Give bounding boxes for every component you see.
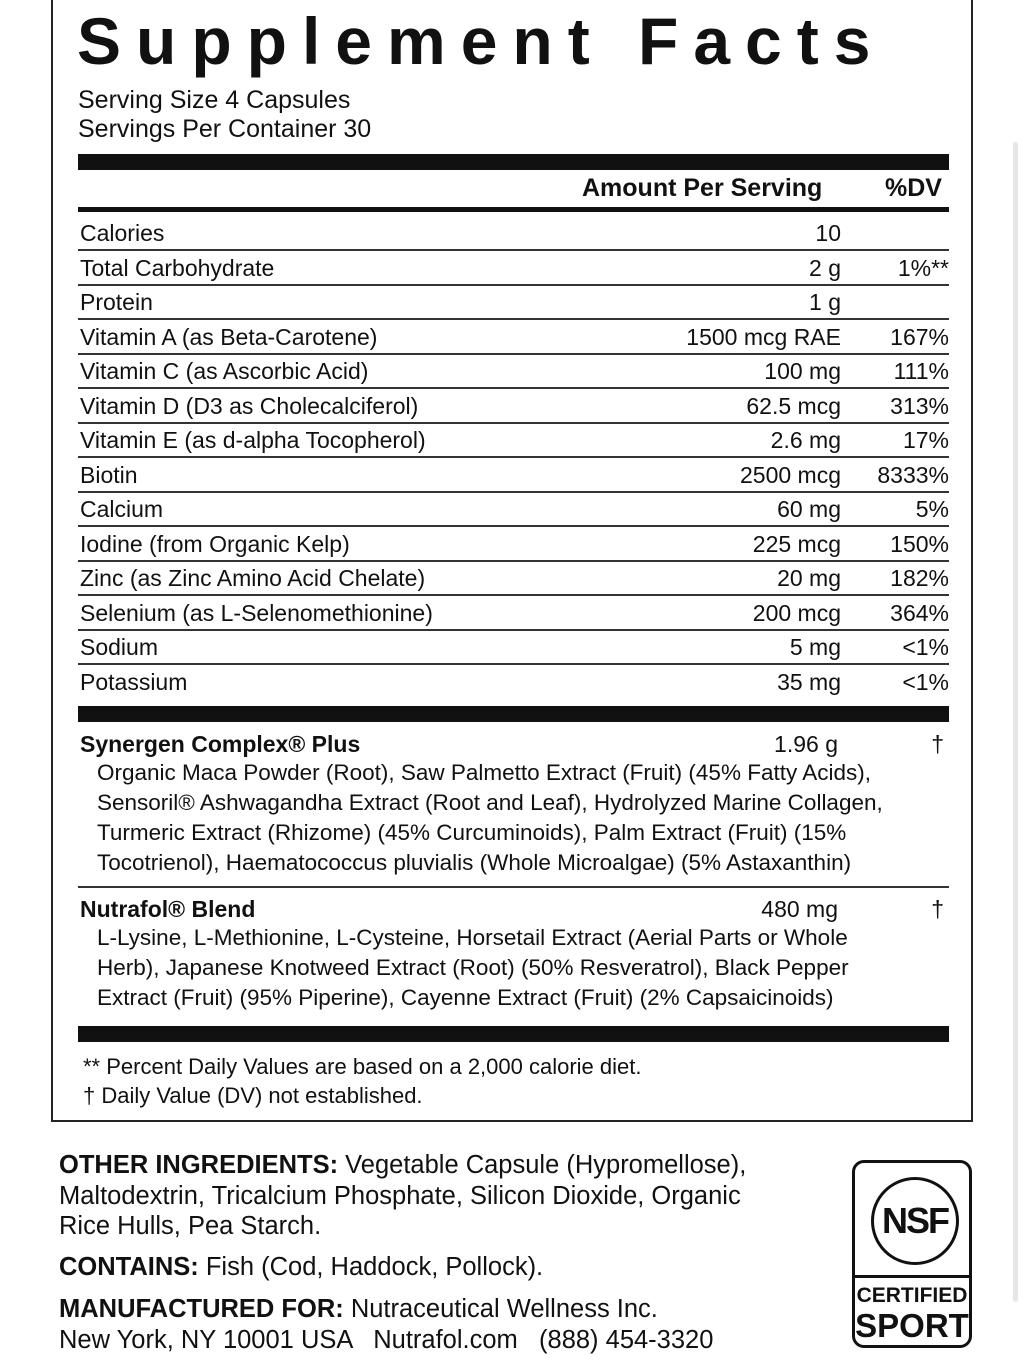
nutrient-dv: <1% <box>902 668 949 695</box>
nutrient-dv: 17% <box>902 427 949 453</box>
nutrient-row <box>78 354 949 388</box>
other-ingredients <box>59 1150 746 1242</box>
blend-ingredients <box>97 923 957 1013</box>
servings-per-container: Servings Per Container 30 <box>78 115 372 143</box>
nutrient-amount: 20 mg <box>777 565 841 591</box>
contains-statement <box>59 1252 543 1283</box>
header-dv: %DV <box>885 174 942 202</box>
nutrient-amount: 60 mg <box>777 496 841 522</box>
other-ingredients-text: Maltodextrin, Tricalcium Phosphate, Silicon Dioxide, Organic <box>59 1181 741 1210</box>
scroll-indicator <box>1013 142 1018 1302</box>
serving-size: Serving Size 4 Capsules <box>78 86 351 114</box>
nutrient-name: Selenium (as L-Selenomethionine) <box>80 599 433 626</box>
manufacturer-info <box>59 1294 713 1355</box>
manufacturer-address: New York, NY 10001 USA Nutrafol.com (888) 454-3320 <box>59 1325 714 1354</box>
row-divider <box>78 886 949 888</box>
blend-amount: 1.96 g <box>774 731 838 757</box>
nutrient-row <box>78 285 949 319</box>
thick-divider <box>78 706 949 722</box>
manufactured-label: MANUFACTURED FOR: <box>59 1295 344 1323</box>
nutrient-row <box>78 389 949 423</box>
nutrient-name: Calories <box>80 220 165 246</box>
blend-line: Herb), Japanese Knotweed Extract (Root) (50% Resveratrol), Black Pepper <box>97 955 849 980</box>
nutrient-dv: 313% <box>890 392 949 419</box>
nutrient-dv: <1% <box>902 634 949 660</box>
nutrient-amount: 5 mg <box>789 634 841 660</box>
nutrient-dv: 150% <box>890 530 949 557</box>
blend-line: L-Lysine, L-Methionine, L-Cysteine, Horsetail Extract (Aerial Parts or Whole <box>97 925 848 950</box>
contains-label: CONTAINS: <box>59 1253 199 1281</box>
blend-line: Extract (Fruit) (95% Piperine), Cayenne Extract (Fruit) (2% Capsaicinoids) <box>97 985 834 1010</box>
nutrient-row <box>78 630 949 664</box>
nsf-certified-sport-badge <box>852 1160 972 1348</box>
blend-amount: 480 mg <box>761 896 838 922</box>
nutrient-row <box>78 561 949 595</box>
nutrient-row <box>78 320 949 354</box>
nutrient-name: Total Carbohydrate <box>80 254 275 281</box>
nutrient-amount: 200 mcg <box>752 599 841 626</box>
other-ingredients-text: Rice Hulls, Pea Starch. <box>59 1212 322 1240</box>
nutrient-dv: 1%** <box>897 254 949 281</box>
nutrient-row <box>78 251 949 285</box>
nutrient-name: Vitamin D (D3 as Cholecalciferol) <box>80 392 419 419</box>
nutrient-name: Vitamin A (as Beta-Carotene) <box>80 323 378 350</box>
nutrient-name: Potassium <box>80 668 188 695</box>
other-ingredients-label: OTHER INGREDIENTS: <box>59 1151 339 1179</box>
nutrient-amount: 100 mg <box>764 358 841 384</box>
nutrient-row <box>78 458 949 492</box>
nutrient-name: Vitamin E (as d-alpha Tocopherol) <box>80 427 426 453</box>
nutrient-row <box>78 423 949 457</box>
blend-dv: † <box>931 896 944 922</box>
blend-dv: † <box>931 731 944 757</box>
supplement-facts-panel <box>51 0 973 1122</box>
blend-line: Organic Maca Powder (Root), Saw Palmetto Extract (Fruit) (45% Fatty Acids), <box>97 760 871 785</box>
blend-ingredients <box>97 758 957 878</box>
label-title: Supplement Facts <box>77 4 886 78</box>
nutrient-amount: 10 <box>815 220 841 246</box>
nutrient-amount: 1 g <box>809 289 841 315</box>
nutrient-row <box>78 665 949 699</box>
nutrient-amount: 2 g <box>809 254 841 281</box>
nutrient-name: Iodine (from Organic Kelp) <box>80 530 350 557</box>
manufactured-text: Nutraceutical Wellness Inc. <box>343 1295 658 1323</box>
blend-name: Nutrafol® Blend <box>80 896 256 922</box>
thick-divider <box>78 154 949 170</box>
nutrient-amount: 35 mg <box>777 668 841 695</box>
nutrient-row <box>78 216 949 250</box>
nutrient-amount: 2500 mcg <box>739 461 841 488</box>
header-amount: Amount Per Serving <box>582 174 823 202</box>
nutrient-dv: 8333% <box>877 461 949 488</box>
nutrient-row <box>78 596 949 630</box>
nutrient-name: Zinc (as Zinc Amino Acid Chelate) <box>80 565 426 591</box>
nutrient-dv: 5% <box>915 496 949 522</box>
blend-line: Sensoril® Ashwagandha Extract (Root and Leaf), Hydrolyzed Marine Collagen, <box>97 790 883 815</box>
badge-certified: CERTIFIED <box>856 1284 968 1307</box>
contains-text: Fish (Cod, Haddock, Pollock). <box>198 1253 544 1281</box>
nutrient-dv: 182% <box>890 565 949 591</box>
nutrient-name: Biotin <box>80 461 138 488</box>
badge-sport: SPORT <box>855 1307 969 1344</box>
nutrient-name: Calcium <box>80 496 164 522</box>
nsf-logo: NSF <box>871 1177 959 1265</box>
thick-divider <box>78 1026 949 1042</box>
nutrient-amount: 1500 mcg RAE <box>686 323 841 350</box>
header-divider <box>78 207 949 212</box>
nutrient-name: Protein <box>80 289 153 315</box>
blend-name: Synergen Complex® Plus <box>80 731 361 757</box>
footnote-dagger: † Daily Value (DV) not established. <box>83 1083 423 1108</box>
nutrient-name: Sodium <box>80 634 158 660</box>
nutrient-amount: 62.5 mcg <box>746 392 841 419</box>
nutrient-dv: 167% <box>890 323 949 350</box>
nutrient-dv: 364% <box>890 599 949 626</box>
nutrient-row <box>78 492 949 526</box>
other-ingredients-text: Vegetable Capsule (Hypromellose), <box>338 1151 747 1179</box>
nutrient-dv: 111% <box>893 358 949 384</box>
blend-line: Turmeric Extract (Rhizome) (45% Curcuminoids), Palm Extract (Fruit) (15% <box>97 820 847 845</box>
nutrient-amount: 2.6 mg <box>770 427 841 453</box>
nutrient-name: Vitamin C (as Ascorbic Acid) <box>80 358 369 384</box>
footnote-dv-basis: ** Percent Daily Values are based on a 2,000 calorie diet. <box>83 1054 642 1079</box>
blend-line: Tocotrienol), Haematococcus pluvialis (Whole Microalgae) (5% Astaxanthin) <box>97 850 852 875</box>
nutrient-amount: 225 mcg <box>752 530 841 557</box>
nutrient-row <box>78 527 949 561</box>
badge-divider <box>855 1275 969 1278</box>
